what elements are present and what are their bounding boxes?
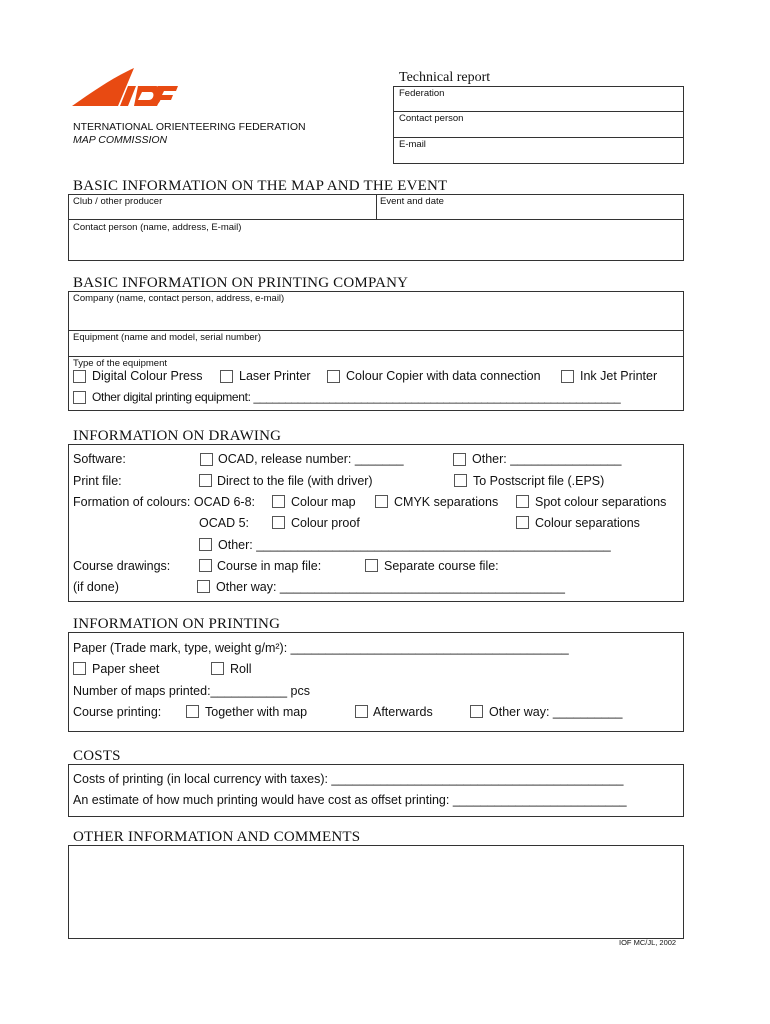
postscript-checkbox[interactable] <box>454 474 467 487</box>
colour-map-checkbox[interactable] <box>272 495 285 508</box>
equipment-label[interactable]: Equipment (name and model, serial number) <box>73 332 261 343</box>
org-sub: MAP COMMISSION <box>73 134 168 146</box>
roll-checkbox[interactable] <box>211 662 224 675</box>
federation-label[interactable]: Federation <box>399 88 445 99</box>
maps-printed-field[interactable]: Number of maps printed:___________ pcs <box>73 684 310 698</box>
digital-colour-press-label: Digital Colour Press <box>92 369 203 383</box>
software-other-field[interactable]: Other: ________________ <box>472 452 622 466</box>
cmyk-separations-label: CMYK separations <box>394 495 499 509</box>
printing-heading: INFORMATION ON PRINTING <box>73 616 281 632</box>
event-contact-label[interactable]: Contact person (name, address, E-mail) <box>73 222 242 233</box>
course-in-map-checkbox[interactable] <box>199 559 212 572</box>
costs-heading: COSTS <box>73 748 121 764</box>
digital-colour-press-checkbox[interactable] <box>73 370 86 383</box>
cmyk-separations-checkbox[interactable] <box>375 495 388 508</box>
software-label: Software: <box>73 452 126 466</box>
colour-copier-checkbox[interactable] <box>327 370 340 383</box>
together-with-map-checkbox[interactable] <box>186 705 199 718</box>
colour-proof-checkbox[interactable] <box>272 516 285 529</box>
event-date-label[interactable]: Event and date <box>380 196 444 207</box>
offset-estimate-field[interactable]: An estimate of how much printing would have cost as offset printing: _________________________ <box>73 793 627 807</box>
if-done-label: (if done) <box>73 580 119 594</box>
postscript-label: To Postscript file (.EPS) <box>473 474 605 488</box>
software-other-checkbox[interactable] <box>453 453 466 466</box>
paper-sheet-checkbox[interactable] <box>73 662 86 675</box>
paper-sheet-label: Paper sheet <box>92 662 160 676</box>
formation-colours-label: Formation of colours: OCAD 6-8: <box>73 495 256 509</box>
drawing-other-field[interactable]: Other: ___________________________________________________ <box>218 538 611 552</box>
spot-colour-label: Spot colour separations <box>535 495 667 509</box>
equipment-type-label: Type of the equipment <box>73 358 168 369</box>
comments-area[interactable] <box>68 845 684 939</box>
afterwards-checkbox[interactable] <box>355 705 368 718</box>
contact-person-label[interactable]: Contact person <box>399 113 464 124</box>
course-drawings-label: Course drawings: <box>73 559 171 573</box>
course-other-way-field[interactable]: Other way: _________________________________________ <box>216 580 565 594</box>
printing-other-way-field[interactable]: Other way: __________ <box>489 705 623 719</box>
laser-printer-label: Laser Printer <box>239 369 311 383</box>
other-equipment-checkbox[interactable] <box>73 391 86 404</box>
colour-map-label: Colour map <box>291 495 356 509</box>
printing-company-heading: BASIC INFORMATION ON PRINTING COMPANY <box>73 275 409 291</box>
ink-jet-label: Ink Jet Printer <box>580 369 658 383</box>
ocad-release-field[interactable]: OCAD, release number: _______ <box>218 452 404 466</box>
colour-separations-label: Colour separations <box>535 516 640 530</box>
separate-course-label: Separate course file: <box>384 559 499 573</box>
other-heading: OTHER INFORMATION AND COMMENTS <box>73 829 361 845</box>
colour-proof-label: Colour proof <box>291 516 360 530</box>
ocad5-label: OCAD 5: <box>199 516 250 530</box>
drawing-other-checkbox[interactable] <box>199 538 212 551</box>
course-printing-label: Course printing: <box>73 705 162 719</box>
other-equipment-field[interactable]: Other digital printing equipment: __________________________________________________________ <box>92 390 621 404</box>
ink-jet-checkbox[interactable] <box>561 370 574 383</box>
roll-label: Roll <box>230 662 252 676</box>
basic-event-heading: BASIC INFORMATION ON THE MAP AND THE EVENT <box>73 178 448 194</box>
company-label[interactable]: Company (name, contact person, address, e-mail) <box>73 293 285 304</box>
email-label[interactable]: E-mail <box>399 139 426 150</box>
course-other-way-checkbox[interactable] <box>197 580 210 593</box>
separate-course-checkbox[interactable] <box>365 559 378 572</box>
org-name: NTERNATIONAL ORIENTEERING FEDERATION <box>73 121 306 133</box>
course-in-map-label: Course in map file: <box>217 559 322 573</box>
direct-file-checkbox[interactable] <box>199 474 212 487</box>
footer-code: IOF MC/JL, 2002 <box>619 938 677 947</box>
printing-other-way-checkbox[interactable] <box>470 705 483 718</box>
paper-field[interactable]: Paper (Trade mark, type, weight g/m²): ________________________________________ <box>73 641 569 655</box>
together-with-map-label: Together with map <box>205 705 308 719</box>
svg-text:IOF: IOF <box>72 68 74 69</box>
direct-file-label: Direct to the file (with driver) <box>217 474 373 488</box>
colour-copier-label: Colour Copier with data connection <box>346 369 541 383</box>
print-file-label: Print file: <box>73 474 122 488</box>
colour-separations-checkbox[interactable] <box>516 516 529 529</box>
report-title: Technical report <box>399 70 491 85</box>
local-costs-field[interactable]: Costs of printing (in local currency with taxes): __________________________________________ <box>73 772 624 786</box>
spot-colour-checkbox[interactable] <box>516 495 529 508</box>
afterwards-label: Afterwards <box>373 705 433 719</box>
club-label[interactable]: Club / other producer <box>73 196 163 207</box>
laser-printer-checkbox[interactable] <box>220 370 233 383</box>
iof-logo <box>72 68 182 110</box>
drawing-heading: INFORMATION ON DRAWING <box>73 428 282 444</box>
ocad-release-checkbox[interactable] <box>200 453 213 466</box>
